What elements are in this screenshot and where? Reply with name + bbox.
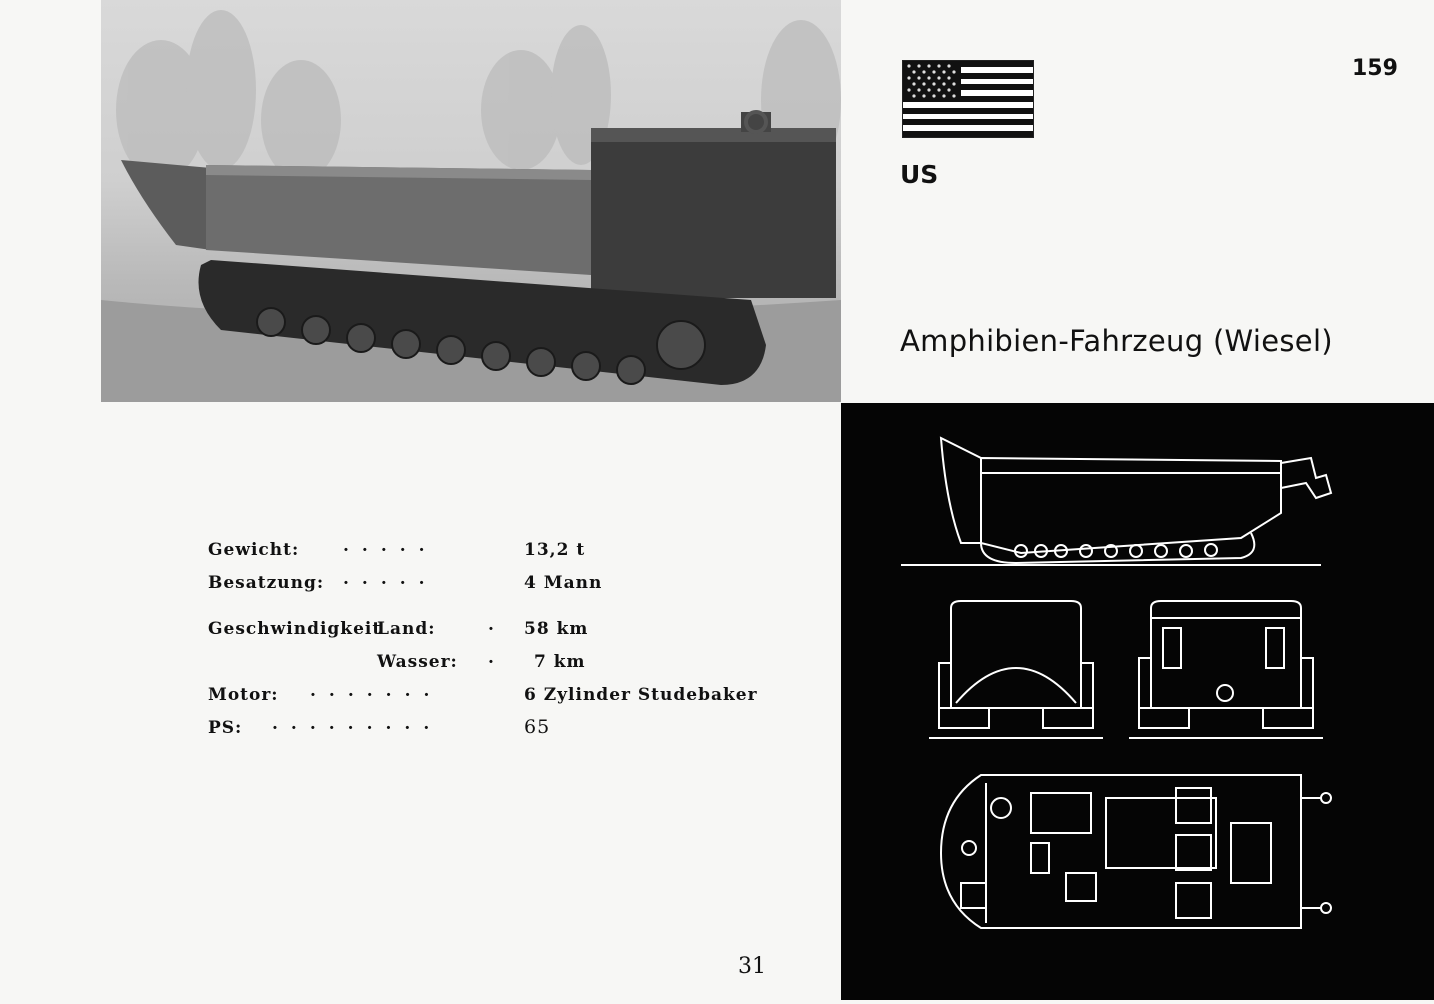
top-view-drawing — [941, 775, 1331, 928]
spec-dots: ......... — [272, 714, 443, 734]
blueprint-panel — [841, 403, 1434, 1000]
page-number-top: 159 — [1352, 56, 1398, 81]
spec-dots: ....... — [310, 681, 443, 701]
spec-ps-label: PS: — [208, 718, 243, 738]
country-code: US — [900, 160, 939, 189]
spec-land-value: 58 km — [524, 619, 589, 639]
front-view-drawing — [929, 601, 1103, 738]
blueprint-drawings — [841, 403, 1434, 1000]
side-view-drawing — [901, 438, 1331, 565]
vehicle-photo-drawing — [101, 0, 841, 402]
spec-water-value: 7 km — [534, 652, 586, 672]
spec-motor-label: Motor: — [208, 685, 279, 705]
spec-water-label: Wasser: — [377, 652, 458, 672]
spec-land-label: Land: — [377, 619, 436, 639]
spec-speed-label: Geschwindigkeit — [208, 619, 382, 639]
spec-crew-value: 4 Mann — [524, 573, 603, 593]
vehicle-photo — [101, 0, 841, 402]
us-flag-icon — [902, 60, 1034, 138]
page-title: Amphibien-Fahrzeug (Wiesel) — [900, 324, 1333, 358]
page-number-bottom: 31 — [738, 954, 766, 979]
rear-view-drawing — [1129, 601, 1323, 738]
spec-dots: ..... — [343, 536, 438, 556]
spec-ps-value: 65 — [524, 716, 551, 738]
spec-weight-value: 13,2 t — [524, 540, 586, 560]
spec-crew-label: Besatzung: — [208, 573, 325, 593]
spec-dots: . — [488, 648, 507, 668]
spec-motor-value: 6 Zylinder Studebaker — [524, 685, 758, 705]
spec-weight-label: Gewicht: — [208, 540, 300, 560]
spec-dots: ..... — [343, 569, 438, 589]
spec-dots: . — [488, 615, 507, 635]
